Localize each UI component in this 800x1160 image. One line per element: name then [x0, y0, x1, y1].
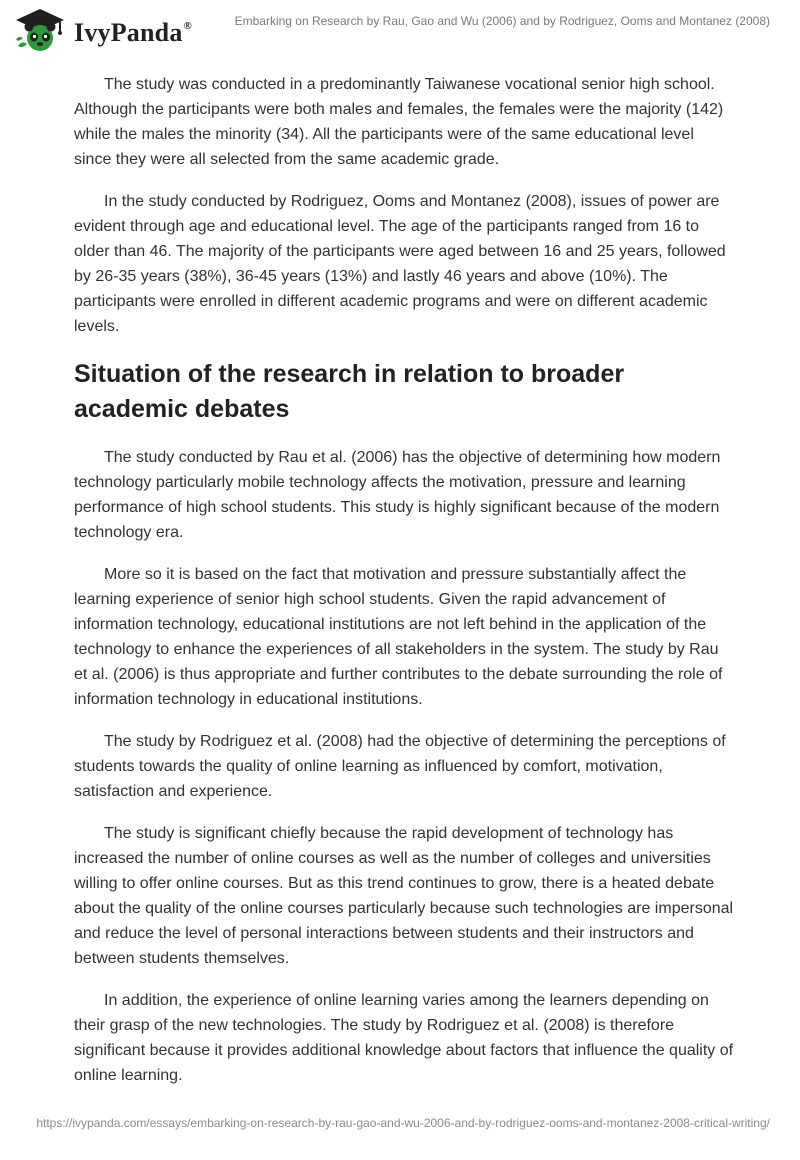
paragraph: The study conducted by Rau et al. (2006) has the objective of determining how modern technology particularly mobile technology affects the motivation, pressure and learning performance of high school students. This study is highly significant because of the modern technology era. [74, 449, 721, 541]
section-heading: Situation of the research in relation to broader academic debates [74, 360, 625, 423]
paragraph: The study by Rodriguez et al. (2008) had the objective of determining the perceptions of students towards the quality of online learning as influenced by comfort, motivation, satisfaction and experience. [74, 733, 726, 800]
page-header [0, 0, 800, 66]
article-body [74, 72, 734, 1105]
panda-graduation-cap-icon [12, 6, 68, 54]
source-url[interactable]: https://ivypanda.com/essays/embarking-on-research-by-rau-gao-and-wu-2006-and-by-rodriguez-ooms-and-montanez-2008-critical-writing/ [36, 1116, 770, 1130]
paragraph: The study is significant chiefly because the rapid development of technology has increased the number of online courses as well as the number of colleges and universities willing to offer online courses. But as this trend continues to grow, there is a heated debate about the quality of the online courses particularly because such technologies are impersonal and reduce the level of personal interactions between students and their instructors and between students themselves. [74, 825, 734, 967]
brand-name: IvyPanda® [74, 18, 192, 47]
registered-mark: ® [183, 20, 192, 32]
ivypanda-logo[interactable] [12, 6, 212, 54]
paragraph: More so it is based on the fact that motivation and pressure substantially affect the learning experience of senior high school students. Given the rapid advancement of information technology, educational institutions are not left behind in the application of the technology to enhance the experiences of all stakeholders in the system. The study by Rau et al. (2006) is thus appropriate and further contributes to the debate surrounding the role of information technology in educational institutions. [74, 566, 723, 708]
paragraph: In addition, the experience of online learning varies among the learners depending on their grasp of the new technologies. The study by Rodriguez et al. (2008) is therefore significant because it provides additional knowledge about factors that influence the quality of online learning. [74, 992, 734, 1084]
paragraph: In the study conducted by Rodriguez, Ooms and Montanez (2008), issues of power are evident through age and educational level. The age of the participants ranged from 16 to older than 46. The majority of the participants were aged between 16 and 25 years, followed by 26-35 years (38%), 36-45 years (13%) and lastly 46 years and above (10%). The participants were enrolled in different academic programs and were on different academic levels. [74, 193, 726, 335]
document-title: Embarking on Research by Rau, Gao and Wu (2006) and by Rodriguez, Ooms and Montanez (2008) [234, 14, 770, 28]
paragraph: The study was conducted in a predominantly Taiwanese vocational senior high school. Although the participants were both males and females, the females were the majority (142) while the males the minority (34). All the participants were of the same educational level since they were all selected from the same academic grade. [74, 76, 724, 168]
